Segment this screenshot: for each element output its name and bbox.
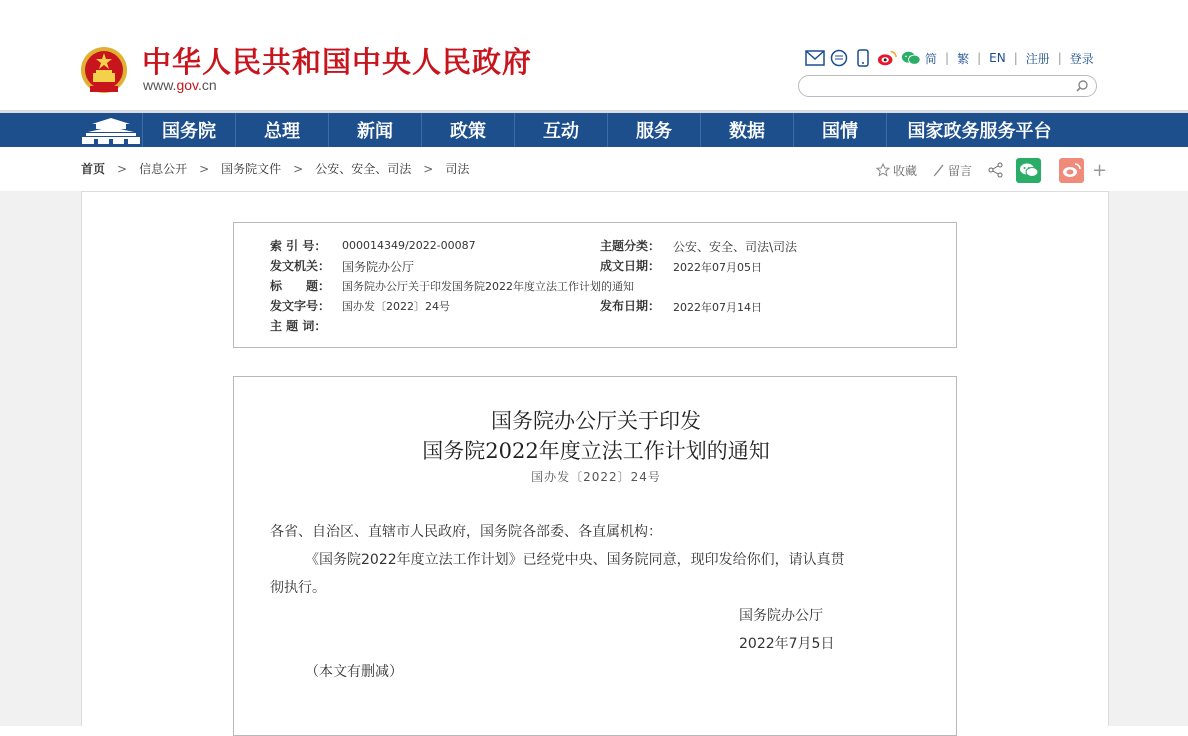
- chevron-right-icon: >: [199, 161, 210, 176]
- nav-item-policy[interactable]: 政策: [421, 113, 514, 147]
- doc-number-label: 发文字号：: [270, 299, 331, 313]
- login-link[interactable]: 登录: [1069, 51, 1094, 66]
- more-share-icon[interactable]: +: [1092, 159, 1108, 181]
- body-paragraph-line2: 彻执行。: [270, 580, 326, 596]
- body-paragraph-line1: 《国务院2022年度立法工作计划》已经党中央、国务院同意，现印发给你们，请认真贯: [305, 552, 845, 568]
- top-tools: 简 | 繁 | EN | 注册 | 登录: [805, 48, 1094, 68]
- title-value: 国务院办公厅关于印发国务院2022年度立法工作计划的通知: [342, 280, 634, 293]
- issuer-value: 国务院办公厅: [342, 260, 415, 274]
- breadcrumb-home[interactable]: 首页: [81, 162, 106, 176]
- weibo-share-button[interactable]: [1059, 158, 1084, 183]
- nav-item-interaction[interactable]: 互动: [514, 113, 607, 147]
- weibo-icon[interactable]: [877, 48, 897, 68]
- nav-item-national-info[interactable]: 国情: [793, 113, 886, 147]
- breadcrumb-state-council-docs[interactable]: 国务院文件: [221, 162, 282, 176]
- salutation: 各省、自治区、直辖市人民政府，国务院各部委、各直属机构：: [270, 524, 662, 540]
- written-date-label: 成文日期：: [600, 259, 661, 273]
- pencil-icon: [933, 163, 945, 177]
- chevron-right-icon: >: [117, 161, 128, 176]
- site-url-suffix: .cn: [198, 77, 217, 93]
- issuer-label: 发文机关：: [270, 259, 331, 273]
- publish-date-value: 2022年07月14日: [673, 301, 762, 314]
- tiananmen-icon[interactable]: [80, 116, 142, 146]
- wechat-share-button[interactable]: [1016, 158, 1041, 183]
- site-header: [0, 0, 1188, 110]
- nav-item-news[interactable]: 新闻: [328, 113, 421, 147]
- title-label: 标 题：: [270, 279, 331, 293]
- nav-item-service-platform[interactable]: 国家政务服务平台: [886, 113, 1072, 147]
- document-body: [233, 376, 957, 736]
- breadcrumb-info-disclosure[interactable]: 信息公开: [139, 162, 188, 176]
- nav-item-state-council[interactable]: 国务院: [142, 113, 235, 147]
- search-box: [798, 75, 1097, 97]
- keywords-label: 主 题 词：: [270, 319, 327, 333]
- share-icon[interactable]: [988, 162, 1004, 178]
- breadcrumb-security-justice[interactable]: 公安、安全、司法: [315, 162, 412, 176]
- lang-english-link[interactable]: EN: [989, 51, 1006, 65]
- favorite-label: 收藏: [893, 163, 918, 178]
- comment-label: 留言: [948, 163, 973, 178]
- nav-list: [142, 113, 1072, 147]
- mail-icon[interactable]: [805, 48, 825, 68]
- lang-simplified-link[interactable]: 简: [925, 51, 938, 66]
- site-url-prefix: www.: [143, 77, 177, 93]
- site-url-brand: gov: [176, 77, 198, 93]
- favorite-button[interactable]: [876, 162, 917, 179]
- chevron-right-icon: >: [423, 161, 434, 176]
- topic-label: 主题分类：: [600, 239, 661, 253]
- share-bar: [876, 157, 1107, 183]
- document-number: 国办发〔2022〕24号: [531, 470, 661, 484]
- message-icon[interactable]: [829, 48, 849, 68]
- comment-button[interactable]: [933, 162, 972, 179]
- document-title-line1: 国务院办公厅关于印发: [491, 409, 701, 433]
- signature: 国务院办公厅: [739, 608, 823, 624]
- weibo-icon: [1062, 162, 1082, 178]
- signature-date: 2022年7月5日: [739, 636, 835, 652]
- chevron-right-icon: >: [293, 161, 304, 176]
- wechat-icon: [1019, 162, 1039, 178]
- document-metadata: [233, 222, 957, 348]
- document-title-line2: 国务院2022年度立法工作计划的通知: [422, 439, 770, 463]
- nav-item-premier[interactable]: 总理: [235, 113, 328, 147]
- search-icon[interactable]: [1074, 78, 1090, 94]
- national-emblem-icon: [80, 46, 128, 96]
- written-date-value: 2022年07月05日: [673, 261, 762, 274]
- topic-value: 公安、安全、司法\司法: [673, 240, 798, 254]
- publish-date-label: 发布日期：: [600, 299, 661, 313]
- doc-number-value: 国办发〔2022〕24号: [342, 300, 450, 313]
- site-url[interactable]: [143, 77, 217, 93]
- mobile-icon[interactable]: [853, 48, 873, 68]
- nav-item-services[interactable]: 服务: [607, 113, 700, 147]
- index-number-value: 000014349/2022-00087: [342, 239, 476, 252]
- site-title[interactable]: 中华人民共和国中央人民政府: [142, 45, 533, 79]
- main-nav: [0, 110, 1188, 147]
- nav-item-data[interactable]: 数据: [700, 113, 793, 147]
- wechat-icon[interactable]: [901, 48, 921, 68]
- breadcrumb-justice[interactable]: 司法: [445, 162, 470, 176]
- search-input[interactable]: [809, 77, 1079, 97]
- star-icon: [876, 163, 890, 177]
- abridged-note: （本文有删减）: [305, 664, 403, 680]
- breadcrumb: [81, 160, 469, 177]
- register-link[interactable]: 注册: [1025, 51, 1050, 66]
- index-number-label: 索 引 号：: [270, 239, 327, 253]
- lang-traditional-link[interactable]: 繁: [957, 51, 970, 66]
